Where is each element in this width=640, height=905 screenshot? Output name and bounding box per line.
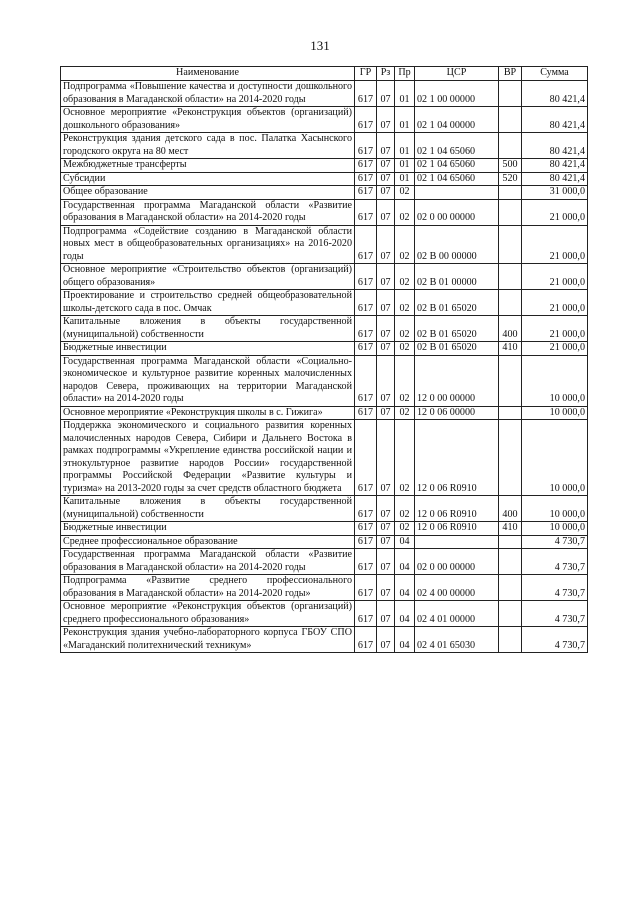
cell-pr: 02 — [395, 225, 415, 264]
cell-rz: 07 — [377, 172, 395, 186]
cell-sum: 4 730,7 — [522, 601, 588, 627]
cell-gr: 617 — [355, 522, 377, 536]
cell-rz: 07 — [377, 549, 395, 575]
cell-vr: 400 — [499, 496, 522, 522]
cell-gr: 617 — [355, 225, 377, 264]
cell-csr: 02 В 01 65020 — [415, 342, 499, 356]
cell-pr: 02 — [395, 199, 415, 225]
table-body — [61, 81, 588, 653]
cell-sum: 4 730,7 — [522, 549, 588, 575]
header-csr: ЦСР — [415, 67, 499, 81]
cell-pr: 01 — [395, 107, 415, 133]
cell-csr: 12 0 06 R0910 — [415, 522, 499, 536]
cell-csr: 02 В 01 65020 — [415, 316, 499, 342]
cell-pr: 02 — [395, 420, 415, 496]
cell-sum: 31 000,0 — [522, 186, 588, 200]
cell-csr: 02 1 04 00000 — [415, 107, 499, 133]
cell-vr — [499, 264, 522, 290]
cell-vr — [499, 107, 522, 133]
cell-vr — [499, 601, 522, 627]
cell-rz: 07 — [377, 225, 395, 264]
cell-pr: 02 — [395, 406, 415, 420]
cell-name: Государственная программа Магаданской области «Социально-экономическое и культурное развитие коренных малочисленных народов Севера, проживающих на территории Магаданской области» на 2014-2020 годы — [61, 355, 355, 406]
cell-pr: 02 — [395, 290, 415, 316]
cell-gr: 617 — [355, 342, 377, 356]
cell-gr: 617 — [355, 159, 377, 173]
table-row — [61, 522, 588, 536]
cell-name: Общее образование — [61, 186, 355, 200]
cell-name: Бюджетные инвестиции — [61, 522, 355, 536]
table-row — [61, 575, 588, 601]
cell-gr: 617 — [355, 81, 377, 107]
cell-gr: 617 — [355, 316, 377, 342]
cell-name: Среднее профессиональное образование — [61, 535, 355, 549]
cell-pr: 02 — [395, 496, 415, 522]
cell-sum: 10 000,0 — [522, 522, 588, 536]
cell-gr: 617 — [355, 355, 377, 406]
cell-sum: 10 000,0 — [522, 355, 588, 406]
header-vr: ВР — [499, 67, 522, 81]
table-row — [61, 172, 588, 186]
cell-name: Капитальные вложения в объекты государственной (муниципальной) собственности — [61, 496, 355, 522]
table-row — [61, 420, 588, 496]
cell-pr: 04 — [395, 627, 415, 653]
cell-vr — [499, 355, 522, 406]
table-row — [61, 81, 588, 107]
cell-name: Бюджетные инвестиции — [61, 342, 355, 356]
cell-csr: 02 1 04 65060 — [415, 159, 499, 173]
cell-csr: 02 1 04 65060 — [415, 133, 499, 159]
cell-gr: 617 — [355, 420, 377, 496]
cell-vr — [499, 535, 522, 549]
cell-vr — [499, 290, 522, 316]
cell-vr: 410 — [499, 342, 522, 356]
cell-pr: 02 — [395, 342, 415, 356]
table-row — [61, 406, 588, 420]
cell-gr: 617 — [355, 199, 377, 225]
cell-rz: 07 — [377, 355, 395, 406]
table-row — [61, 199, 588, 225]
table-row — [61, 496, 588, 522]
cell-gr: 617 — [355, 627, 377, 653]
cell-gr: 617 — [355, 549, 377, 575]
cell-gr: 617 — [355, 535, 377, 549]
cell-csr: 02 4 01 00000 — [415, 601, 499, 627]
cell-pr: 04 — [395, 601, 415, 627]
cell-rz: 07 — [377, 406, 395, 420]
cell-name: Государственная программа Магаданской области «Развитие образования в Магаданской области» на 2014-2020 годы — [61, 199, 355, 225]
cell-name: Подпрограмма «Повышение качества и доступности дошкольного образования в Магаданской области» на 2014-2020 годы — [61, 81, 355, 107]
cell-csr: 02 В 00 00000 — [415, 225, 499, 264]
table-row — [61, 342, 588, 356]
cell-sum: 80 421,4 — [522, 107, 588, 133]
cell-csr: 12 0 06 00000 — [415, 406, 499, 420]
cell-pr: 01 — [395, 172, 415, 186]
cell-vr: 500 — [499, 159, 522, 173]
cell-sum: 10 000,0 — [522, 496, 588, 522]
cell-sum: 80 421,4 — [522, 172, 588, 186]
cell-rz: 07 — [377, 290, 395, 316]
cell-csr: 02 В 01 65020 — [415, 290, 499, 316]
cell-name: Реконструкция здания учебно-лабораторного корпуса ГБОУ СПО «Магаданский политехнический техникум» — [61, 627, 355, 653]
table-row — [61, 159, 588, 173]
cell-sum: 21 000,0 — [522, 316, 588, 342]
cell-sum: 80 421,4 — [522, 159, 588, 173]
cell-vr — [499, 420, 522, 496]
cell-sum: 21 000,0 — [522, 264, 588, 290]
table-row — [61, 107, 588, 133]
cell-rz: 07 — [377, 496, 395, 522]
table-row — [61, 549, 588, 575]
cell-name: Субсидии — [61, 172, 355, 186]
table-row — [61, 535, 588, 549]
header-gr: ГР — [355, 67, 377, 81]
cell-sum: 80 421,4 — [522, 81, 588, 107]
cell-name: Основное мероприятие «Строительство объектов (организаций) общего образования» — [61, 264, 355, 290]
table-header-row — [61, 67, 588, 81]
header-sum: Сумма — [522, 67, 588, 81]
header-pr: Пр — [395, 67, 415, 81]
cell-rz: 07 — [377, 186, 395, 200]
header-rz: Рз — [377, 67, 395, 81]
cell-sum: 21 000,0 — [522, 290, 588, 316]
cell-pr: 01 — [395, 133, 415, 159]
cell-rz: 07 — [377, 420, 395, 496]
cell-csr: 02 1 00 00000 — [415, 81, 499, 107]
cell-name: Капитальные вложения в объекты государственной (муниципальной) собственности — [61, 316, 355, 342]
cell-sum: 10 000,0 — [522, 406, 588, 420]
cell-rz: 07 — [377, 535, 395, 549]
cell-pr: 02 — [395, 522, 415, 536]
cell-pr: 04 — [395, 535, 415, 549]
cell-vr: 410 — [499, 522, 522, 536]
cell-gr: 617 — [355, 107, 377, 133]
cell-sum: 21 000,0 — [522, 225, 588, 264]
cell-vr — [499, 81, 522, 107]
cell-name: Подпрограмма «Развитие среднего профессионального образования в Магаданской области» на 2014-2020 годы» — [61, 575, 355, 601]
table-row — [61, 290, 588, 316]
cell-vr: 520 — [499, 172, 522, 186]
cell-vr: 400 — [499, 316, 522, 342]
cell-pr: 04 — [395, 549, 415, 575]
cell-vr — [499, 406, 522, 420]
cell-vr — [499, 133, 522, 159]
cell-rz: 07 — [377, 342, 395, 356]
cell-gr: 617 — [355, 575, 377, 601]
cell-csr — [415, 186, 499, 200]
cell-pr: 01 — [395, 159, 415, 173]
cell-pr: 01 — [395, 81, 415, 107]
table-row — [61, 316, 588, 342]
cell-gr: 617 — [355, 133, 377, 159]
table-row — [61, 627, 588, 653]
table-row — [61, 601, 588, 627]
cell-name: Реконструкция здания детского сада в пос. Палатка Хасынского городского округа на 80 мест — [61, 133, 355, 159]
cell-vr — [499, 627, 522, 653]
cell-csr: 12 0 06 R0910 — [415, 420, 499, 496]
cell-sum: 4 730,7 — [522, 575, 588, 601]
table-row — [61, 186, 588, 200]
cell-vr — [499, 186, 522, 200]
table-row — [61, 133, 588, 159]
cell-sum: 80 421,4 — [522, 133, 588, 159]
cell-csr: 02 В 01 00000 — [415, 264, 499, 290]
cell-pr: 02 — [395, 264, 415, 290]
cell-name: Проектирование и строительство средней общеобразовательной школы-детского сада в пос. Омчак — [61, 290, 355, 316]
cell-pr: 02 — [395, 355, 415, 406]
cell-name: Основное мероприятие «Реконструкция объектов (организаций) дошкольного образования» — [61, 107, 355, 133]
table-row — [61, 355, 588, 406]
cell-gr: 617 — [355, 601, 377, 627]
cell-rz: 07 — [377, 199, 395, 225]
cell-csr: 12 0 06 R0910 — [415, 496, 499, 522]
cell-gr: 617 — [355, 172, 377, 186]
cell-sum: 4 730,7 — [522, 535, 588, 549]
page-number: 131 — [310, 38, 330, 53]
cell-sum: 4 730,7 — [522, 627, 588, 653]
cell-csr — [415, 535, 499, 549]
cell-rz: 07 — [377, 264, 395, 290]
cell-rz: 07 — [377, 627, 395, 653]
cell-name: Межбюджетные трансферты — [61, 159, 355, 173]
cell-pr: 02 — [395, 186, 415, 200]
cell-vr — [499, 549, 522, 575]
cell-vr — [499, 199, 522, 225]
cell-rz: 07 — [377, 522, 395, 536]
cell-csr: 02 4 01 65030 — [415, 627, 499, 653]
cell-gr: 617 — [355, 264, 377, 290]
cell-csr: 02 1 04 65060 — [415, 172, 499, 186]
cell-csr: 02 0 00 00000 — [415, 549, 499, 575]
table-row — [61, 225, 588, 264]
cell-pr: 04 — [395, 575, 415, 601]
cell-csr: 02 0 00 00000 — [415, 199, 499, 225]
cell-rz: 07 — [377, 133, 395, 159]
cell-csr: 02 4 00 00000 — [415, 575, 499, 601]
cell-rz: 07 — [377, 81, 395, 107]
cell-gr: 617 — [355, 186, 377, 200]
cell-rz: 07 — [377, 575, 395, 601]
cell-vr — [499, 225, 522, 264]
cell-pr: 02 — [395, 316, 415, 342]
cell-sum: 21 000,0 — [522, 199, 588, 225]
cell-name: Основное мероприятие «Реконструкция школы в с. Гижига» — [61, 406, 355, 420]
cell-rz: 07 — [377, 601, 395, 627]
header-name: Наименование — [61, 67, 355, 81]
cell-csr: 12 0 00 00000 — [415, 355, 499, 406]
cell-name: Государственная программа Магаданской области «Развитие образования в Магаданской области» на 2014-2020 годы — [61, 549, 355, 575]
cell-sum: 10 000,0 — [522, 420, 588, 496]
cell-gr: 617 — [355, 406, 377, 420]
cell-gr: 617 — [355, 290, 377, 316]
cell-rz: 07 — [377, 316, 395, 342]
cell-sum: 21 000,0 — [522, 342, 588, 356]
cell-rz: 07 — [377, 107, 395, 133]
table-row — [61, 264, 588, 290]
budget-table — [60, 66, 588, 653]
cell-rz: 07 — [377, 159, 395, 173]
cell-vr — [499, 575, 522, 601]
cell-name: Поддержка экономического и социального развития коренных малочисленных народов Севера, Сибири и Дальнего Востока в рамках подпрограммы «Укрепление единства российской нации и этнокультурное развитие народов России» государственной программы Российской Федерации «Развитие культуры и туризма» на 2013-2020 годы за счет средств областного бюджета — [61, 420, 355, 496]
cell-gr: 617 — [355, 496, 377, 522]
cell-name: Подпрограмма «Содействие созданию в Магаданской области новых мест в общеобразовательных организациях» на 2016-2020 годы — [61, 225, 355, 264]
cell-name: Основное мероприятие «Реконструкция объектов (организаций) среднего профессионального образования» — [61, 601, 355, 627]
